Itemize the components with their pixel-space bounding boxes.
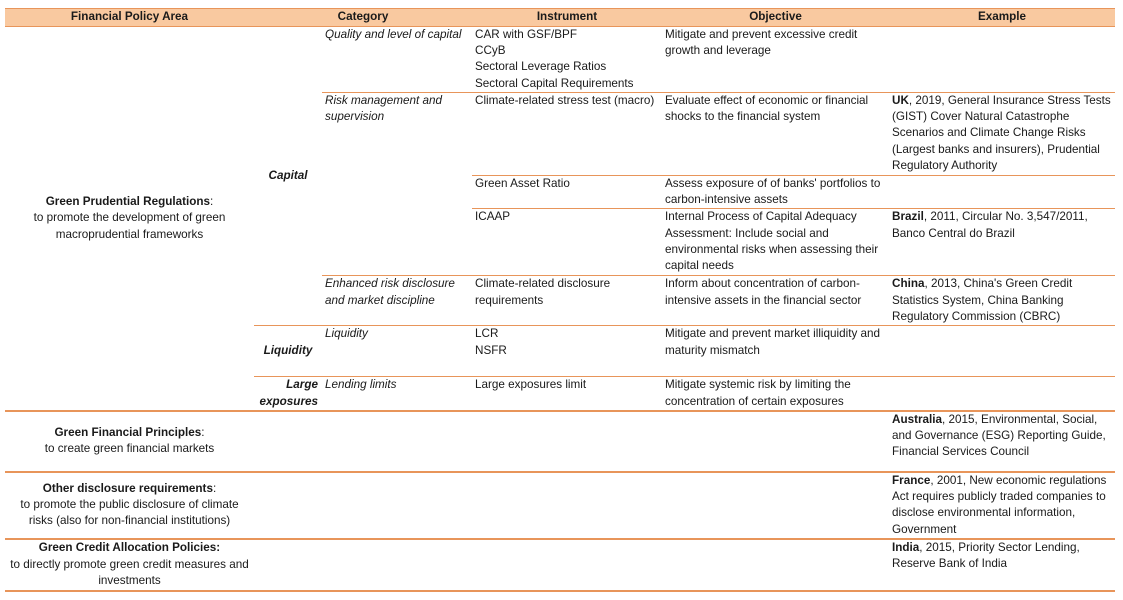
area-title: Green Financial Principles — [54, 426, 202, 440]
header-instrument: Instrument — [472, 9, 662, 27]
area-title: Green Prudential Regulations — [45, 195, 211, 209]
area-desc: to directly promote green credit measures and investments — [10, 557, 249, 587]
instrument-cell: CAR with GSF/BPF CCyB Sectoral Leverage Ratios Sectoral Capital Requirements — [475, 28, 634, 90]
header-example: Example — [889, 9, 1115, 27]
policy-table — [5, 8, 1115, 592]
category-cell: Lending limits — [322, 377, 472, 411]
instrument-cell: Green Asset Ratio — [472, 176, 662, 209]
example-cell: France, 2001, New economic regulations Act requires publicly traded companies to disclose environmental information, Government — [889, 472, 1115, 539]
category-cell: Enhanced risk disclosure and market discipline — [322, 276, 472, 326]
category-cell — [322, 209, 472, 276]
example-cell: China, 2013, China's Green Credit Statistics System, China Banking Regulatory Commission (CBRC) — [889, 276, 1115, 326]
table-row — [5, 539, 1115, 591]
main-category-capital: Capital — [268, 169, 308, 183]
table-row — [5, 472, 1115, 539]
example-cell: India, 2015, Priority Sector Lending, Reserve Bank of India — [889, 539, 1115, 591]
area-allocation — [5, 539, 254, 591]
instrument-cell: ICAAP — [472, 209, 662, 276]
example-cell: UK, 2019, General Insurance Stress Tests (GIST) Cover Natural Catastrophe Scenarios and Climate Change Risks (Largest banks and insurers), Prudential Regulatory Authority — [889, 93, 1115, 176]
category-cell: Risk management and supervision — [322, 93, 472, 176]
objective-cell: Assess exposure of of banks' portfolios to carbon-intensive assets — [662, 176, 889, 209]
area-desc: to promote the development of green macroprudential frameworks — [33, 211, 226, 241]
header-area: Financial Policy Area — [5, 9, 254, 27]
instrument-cell: Large exposures limit — [472, 377, 662, 411]
area-title: Other disclosure requirements — [42, 482, 213, 495]
header-objective: Objective — [662, 9, 889, 27]
category-cell: Liquidity — [322, 326, 472, 377]
area-desc: to create green financial markets — [44, 442, 215, 456]
example-cell — [889, 326, 1115, 377]
example-cell — [889, 377, 1115, 411]
example-cell — [889, 27, 1115, 93]
header-row — [5, 9, 1115, 27]
objective-cell: Mitigate and prevent market illiquidity and maturity mismatch — [662, 326, 889, 377]
example-cell — [889, 176, 1115, 209]
objective-cell: Internal Process of Capital Adequacy Assessment: Include social and environmental risks when assessing their capital needs — [662, 209, 889, 276]
category-cell: Quality and level of capital — [325, 28, 462, 41]
objective-cell: Mitigate and prevent excessive credit growth and leverage — [665, 28, 858, 58]
objective-cell: Inform about concentration of carbon-intensive assets in the financial sector — [662, 276, 889, 326]
example-cell: Australia, 2015, Environmental, Social, and Governance (ESG) Reporting Guide, Financial Services Council — [889, 411, 1115, 472]
instrument-cell: Climate-related stress test (macro) — [472, 93, 662, 176]
instrument-cell: Climate-related disclosure requirements — [472, 276, 662, 326]
example-cell: Brazil, 2011, Circular No. 3,547/2011, Banco Central do Brazil — [889, 209, 1115, 276]
area-green-prudential: Green Prudential Regulations: to promote the development of green macroprudential frameworks — [5, 27, 254, 411]
table-row — [5, 411, 1115, 472]
area-title: Green Credit Allocation Policies: — [38, 541, 221, 555]
category-cell — [322, 176, 472, 209]
objective-cell: Mitigate systemic risk by limiting the concentration of certain exposures — [662, 377, 889, 411]
objective-cell: Evaluate effect of economic or financial shocks to the financial system — [662, 93, 889, 176]
main-category-liquidity: Liquidity — [254, 326, 322, 377]
area-principles: Green Financial Principles: to create green financial markets — [5, 411, 254, 472]
header-category: Category — [254, 9, 472, 27]
area-disclosure: Other disclosure requirements: to promote the public disclosure of climate risks (also for non-financial institutions) — [5, 472, 254, 539]
area-desc: to promote the public disclosure of climate risks (also for non-financial institutions) — [20, 498, 239, 528]
instrument-cell: LCR NSFR — [472, 326, 662, 377]
main-category-large-exposures: Large exposures — [254, 377, 322, 411]
table-row — [5, 27, 1115, 93]
